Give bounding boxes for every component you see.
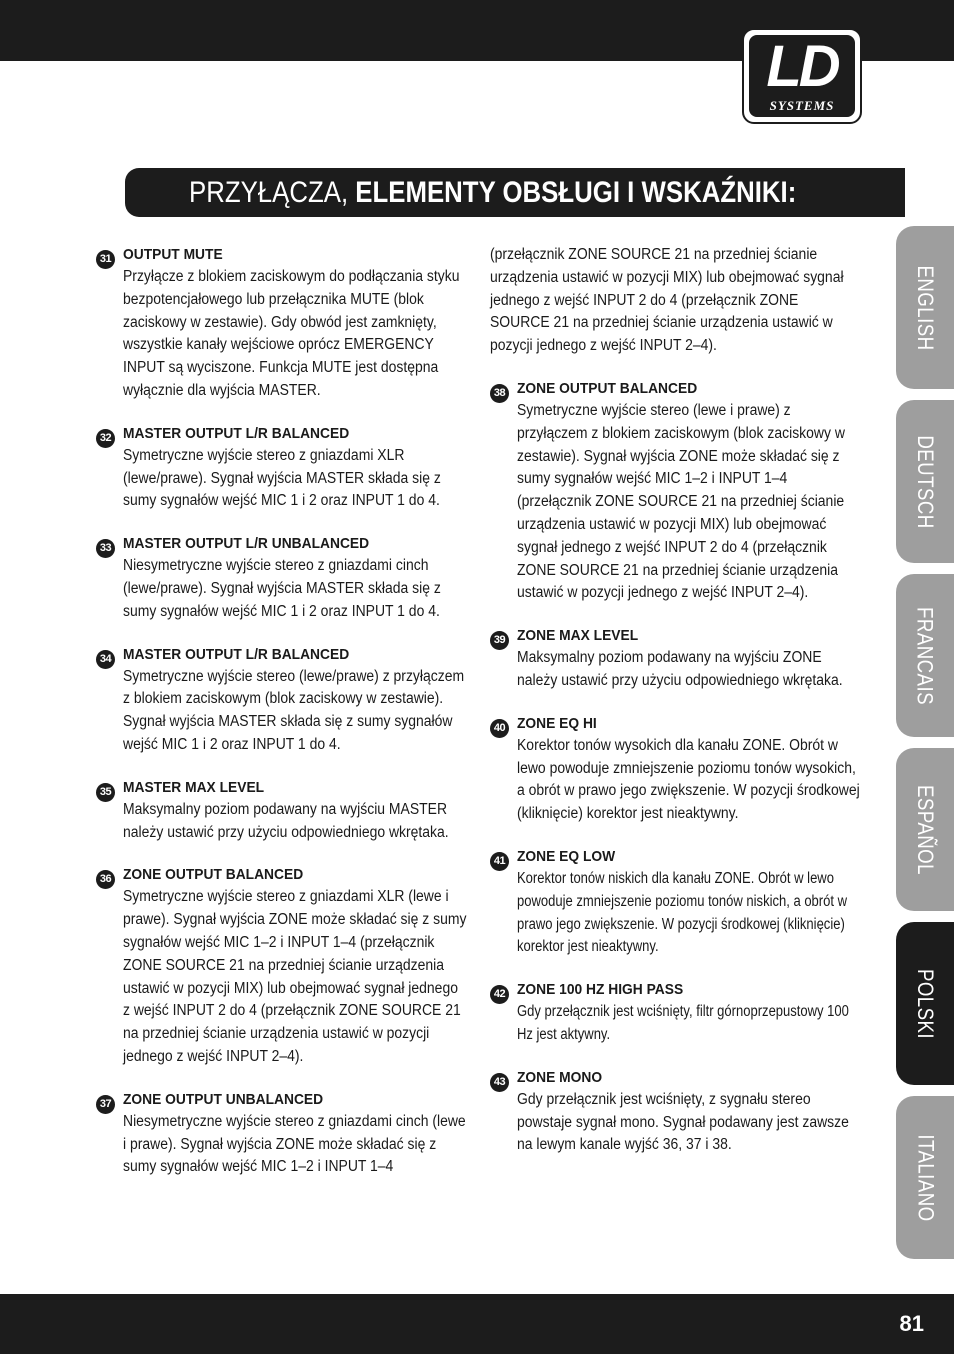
tab-label: FRANCAIS [913, 606, 938, 705]
logo-ld-text: LD [766, 34, 838, 99]
item-heading: ZONE MONO [517, 1068, 603, 1086]
tab-label: ESPAÑOL [913, 784, 938, 875]
item-36 [96, 864, 468, 1068]
item-heading: ZONE OUTPUT BALANCED [123, 866, 304, 884]
item-number-badge: 34 [96, 650, 115, 669]
item-heading: MASTER OUTPUT L/R UNBALANCED [123, 535, 370, 553]
item-heading: ZONE OUTPUT BALANCED [517, 379, 698, 397]
item-heading: ZONE EQ LOW [517, 847, 616, 865]
tab-italiano[interactable] [896, 1096, 954, 1259]
item-number-badge: 41 [490, 852, 509, 871]
item-43 [490, 1067, 862, 1157]
item-description: Maksymalny poziom podawany na wyjściu MASTER należy ustawić przy użyciu odpowiedniego wkrętaka. [123, 800, 449, 841]
item-description: Niesymetryczne wyjście stereo z gniazdami cinch (lewe i prawe). Sygnał wyjścia ZONE może składać się z sumy sygnałów wejść MIC 1–2 i INPUT 1–4 [123, 1112, 466, 1176]
item-heading: ZONE EQ HI [517, 714, 597, 732]
item-number-badge: 42 [490, 985, 509, 1004]
item-description: Korektor tonów niskich dla kanału ZONE. Obrót w lewo powoduje zmniejszenie poziomu tonów niskich, a obrót w prawo jego zwiększenie. W pozycji środkowej (kliknięcie) korektor jest nieaktywny. [517, 869, 848, 956]
item-number-badge: 39 [490, 631, 509, 650]
item-32 [96, 423, 468, 513]
item-description: Korektor tonów wysokich dla kanału ZONE. Obrót w lewo powoduje zmniejszenie poziomu tonów wysokich, a obrót w prawo jego zwiększenie. W pozycji środkowej (kliknięcie) korektor jest nieaktywny. [517, 736, 860, 823]
tab-label: ENGLISH [913, 264, 938, 351]
item-description: Przyłącze z blokiem zaciskowym do podłączania styku bezpotencjałowego lub przełącznika MUTE (blok zaciskowy w zestawie). Gdy obwód jest zamknięty, wszystkie kanały wejściowe oprócz EMERGENCY INPUT są wyciszone. Funkcja MUTE jest dostępna wyłącznie dla wyjścia MASTER. [123, 268, 460, 399]
tab-polski[interactable] [896, 922, 954, 1085]
title-bar [125, 168, 905, 217]
item-number-badge: 40 [490, 719, 509, 738]
item-number-badge: 32 [96, 429, 115, 448]
tab-francais[interactable] [896, 574, 954, 737]
item-description: Symetryczne wyjście stereo z gniazdami XLR (lewe/prawe). Sygnał wyjścia MASTER składa się z sumy sygnałów wejść MIC 1 i 2 oraz INPUT 1 do 4. [123, 446, 441, 510]
item-heading: ZONE 100 HZ HIGH PASS [517, 981, 684, 999]
bottom-bar [0, 1294, 954, 1354]
tab-label: POLSKI [913, 968, 939, 1039]
item-41 [490, 846, 862, 959]
tab-label: ITALIANO [913, 1133, 938, 1222]
item-number-badge: 31 [96, 250, 115, 269]
item-number-badge: 35 [96, 783, 115, 802]
item-number-badge: 43 [490, 1073, 509, 1092]
item-description: Symetryczne wyjście stereo (lewe i prawe) z przyłączem z blokiem zaciskowym (blok zaciskowy w zestawie). Sygnał wyjścia ZONE może składać się z sumy sygnałów wejść MIC 1–2 i INPUT 1–4 (przełącznik ZONE SOURCE 21 na przedniej ścianie urządzenia ustawić w pozycji MIX) lub obejmować sygnał jednego z wejść INPUT 2 do 4 (przełącznik ZONE SOURCE 21 na przedniej ścianie urządzenia ustawić w pozycji jednego z wejść INPUT 2–4). [517, 401, 845, 602]
logo-systems-text: SYSTEMS [769, 98, 835, 113]
item-34 [96, 644, 468, 757]
item-heading: ZONE OUTPUT UNBALANCED [123, 1090, 324, 1108]
item-37-continuation: (przełącznik ZONE SOURCE 21 na przedniej ścianie urządzenia ustawić w pozycji MIX) lub obejmować sygnał jednego z wejść INPUT 2 do 4 (przełącznik ZONE SOURCE 21 na przedniej ścianie urządzenia ustawić w pozycji jednego z wejść INPUT 2–4). [490, 246, 844, 355]
title-bold: ELEMENTY OBSŁUGI I WSKAŹNIKI: [355, 176, 797, 209]
item-number-badge: 36 [96, 870, 115, 889]
item-heading: MASTER OUTPUT L/R BALANCED [123, 645, 350, 663]
item-number-badge: 37 [96, 1095, 115, 1114]
tab-deutsch[interactable] [896, 400, 954, 563]
item-description: Gdy przełącznik jest wciśnięty, filtr górnoprzepustowy 100 Hz jest aktywny. [517, 1003, 849, 1043]
item-42 [490, 979, 862, 1047]
item-38 [490, 378, 862, 605]
item-description: Maksymalny poziom podawany na wyjściu ZONE należy ustawić przy użyciu odpowiedniego wkrętaka. [517, 649, 843, 689]
item-heading: MASTER OUTPUT L/R BALANCED [123, 424, 350, 442]
page-number: 81 [899, 1311, 924, 1336]
tab-espanol[interactable] [896, 748, 954, 911]
item-description: Gdy przełącznik jest wciśnięty, z sygnału stereo powstaje sygnał mono. Sygnał podawany jest zawsze na lewym kanale wyjść 36, 37 i 38. [517, 1090, 849, 1154]
item-35 [96, 777, 468, 845]
item-description: Symetryczne wyjście stereo (lewe/prawe) z przyłączem z blokiem zaciskowym (blok zaciskowy w zestawie). Sygnał wyjścia MASTER składa się z sumy sygnałów wejść MIC 1 i 2 oraz INPUT 1 do 4. [123, 667, 465, 753]
tab-english[interactable] [896, 226, 954, 389]
item-heading: ZONE MAX LEVEL [517, 627, 639, 645]
right-column [490, 244, 862, 1177]
item-description: Niesymetryczne wyjście stereo z gniazdami cinch (lewe/prawe). Sygnał wyjścia MASTER składa się z sumy sygnałów wejść MIC 1 i 2 oraz INPUT 1 do 4. [123, 557, 441, 620]
item-33 [96, 533, 468, 623]
item-number-badge: 33 [96, 539, 115, 558]
item-heading: MASTER MAX LEVEL [123, 778, 265, 796]
left-column [96, 244, 468, 1199]
item-description: Symetryczne wyjście stereo z gniazdami XLR (lewe i prawe). Sygnał wyjścia ZONE może składać się z sumy sygnałów wejść MIC 1–2 i INPUT 1–4 (przełącznik ZONE SOURCE 21 na przedniej ścianie urządzenia ustawić w pozycji MIX) lub obejmować sygnał jednego z wejść INPUT 2 do 4 (przełącznik ZONE SOURCE 21 na przedniej ścianie urządzenia ustawić w pozycji jednego z wejść INPUT 2–4). [123, 888, 467, 1065]
item-37 [96, 1089, 468, 1179]
item-heading: OUTPUT MUTE [123, 246, 223, 263]
logo-plate [749, 35, 855, 117]
page-title [189, 168, 796, 217]
ld-systems-logo [742, 28, 862, 124]
tab-label: DEUTSCH [913, 434, 938, 529]
item-40 [490, 713, 862, 826]
item-31 [96, 244, 468, 403]
title-light: PRZYŁĄCZA, [189, 176, 356, 209]
item-number-badge: 38 [490, 384, 509, 403]
item-39 [490, 625, 862, 693]
